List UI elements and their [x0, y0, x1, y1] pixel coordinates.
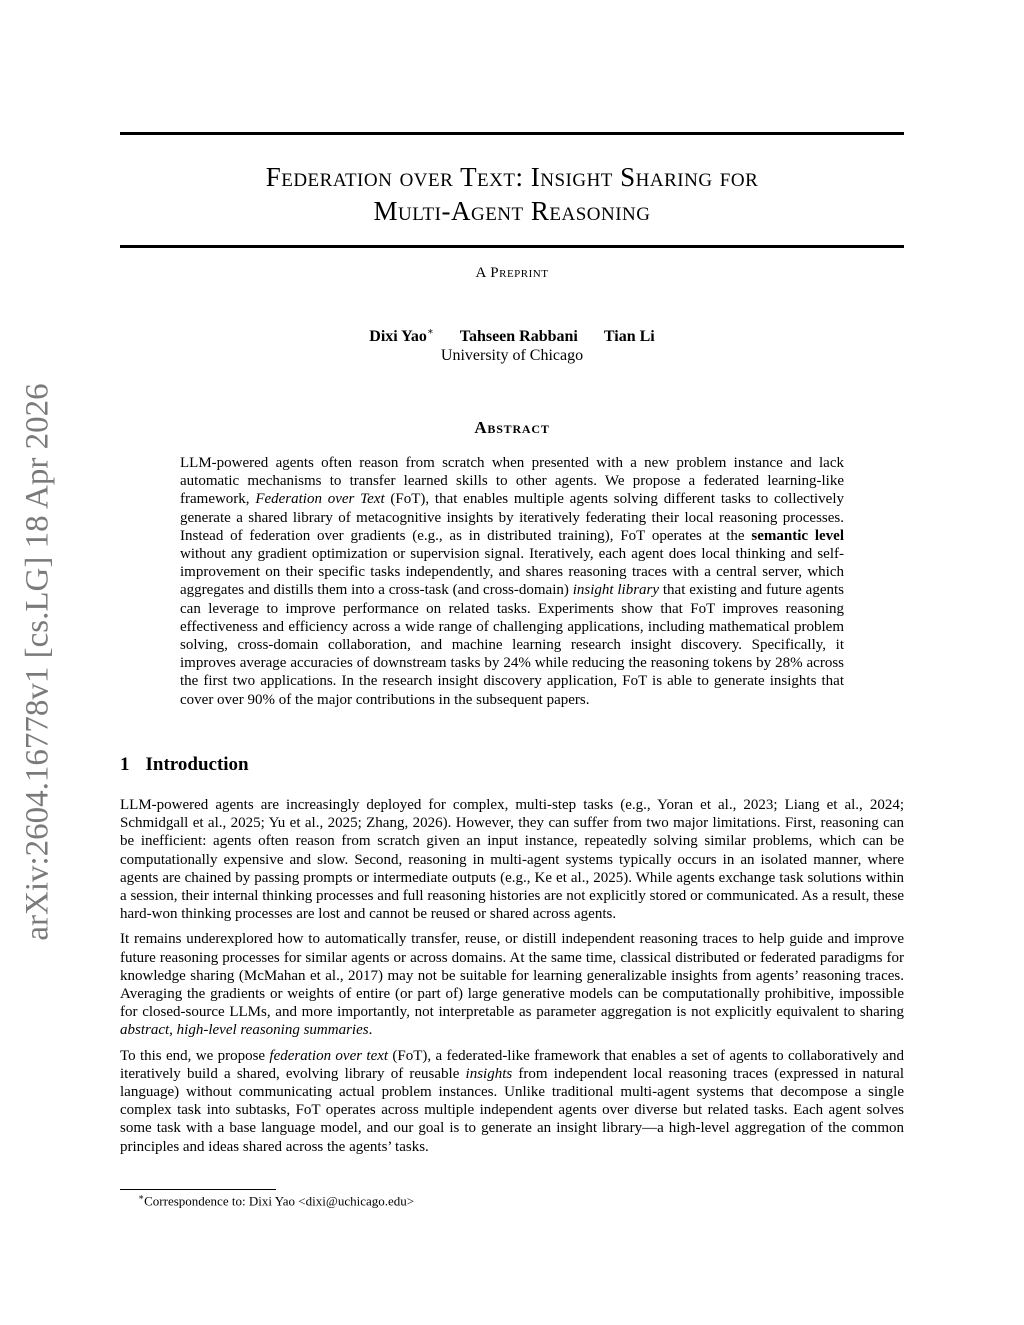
footnote-mark: ∗	[138, 1192, 145, 1202]
arxiv-identifier[interactable]: arXiv:2604.16778v1 [cs.LG] 18 Apr 2026	[19, 383, 56, 941]
author	[369, 328, 433, 345]
paragraph-1: LLM-powered agents are increasingly deployed for complex, multi-step tasks (e.g., Yoran et al., 2023; Liang et al., 2024; Schmidgall et al., 2025; Yu et al., 2025; Zhang, 2026). However, they can suffer from two major limitations. First, reasoning can be inefficient: agents often reason from scratch given an input instance, repeatedly solving similar problems, which can be computationally expensive and slow. Second, reasoning in multi-agent systems typically occurs in an isolated manner, where agents are chained by passing prompts or intermediate outputs (e.g., Ke et al., 2025). While agents exchange task solutions within a session, their internal thinking processes and full reasoning histories are not explicitly stored or communicated. As a result, these hard-won thinking processes are lost and cannot be reused or shared across agents.	[120, 797, 904, 923]
abstract-strong-1: semantic level	[751, 527, 844, 544]
paragraph-3-emphasis-1: federation over text	[269, 1047, 389, 1064]
author-name: Tahseen Rabbani	[459, 328, 578, 346]
preprint-label: A Preprint	[475, 265, 549, 281]
section-number: 1	[120, 754, 130, 775]
paragraph-3-text-b: (FoT), a federated-like framework that enables a set of agents to collaboratively and iteratively build a shared, evolving library of reusable	[120, 1047, 904, 1082]
author-name: Dixi Yao	[369, 328, 427, 346]
paragraph-2-text: It remains underexplored how to automatically transfer, reuse, or distill independent reasoning traces to help guide and improve future reasoning processes for similar agents or across domains. At the same time, classical distributed or federated paradigms for knowledge sharing (McMahan et al., 2017) may not be suitable for learning generalizable insights from agents’ reasoning traces. Averaging the gradients or weights of entire (or part of) large generative models can be computationally prohibitive, impossible for closed-source LLMs, and more importantly, not interpretable as parameter aggregation is not explicitly equivalent to sharing	[120, 931, 904, 1021]
section-title: Introduction	[145, 754, 249, 775]
affiliation: University of Chicago	[440, 347, 584, 364]
paragraph-3-text-c: from independent local reasoning traces (expressed in natural language) without communicating actual problem instances. Unlike traditional multi-agent systems that decompose a single complex task into subtasks, FoT operates across multiple independent agents over diverse but related tasks. Each agent solves some task with a base language model, and our goal is to generate an insight library—a high-level aggregation of the common principles and ideas shared across the agents’ tasks.	[120, 1065, 904, 1155]
paragraph-2-end: .	[368, 1022, 373, 1039]
section-heading-introduction	[120, 754, 249, 776]
paragraph-2	[120, 930, 904, 1039]
author	[604, 328, 655, 345]
footnote-rule	[120, 1189, 276, 1190]
footnote-text[interactable]: Correspondence to: Dixi Yao <dixi@uchicago.edu>	[144, 1193, 415, 1209]
title-bottom-rule	[120, 245, 904, 248]
introduction-body	[120, 796, 904, 1163]
author-list	[120, 327, 904, 346]
footnote-mark[interactable]: ∗	[426, 327, 434, 338]
footnote	[138, 1192, 414, 1209]
abstract-emphasis-2: insight library	[572, 582, 660, 599]
author-name: Tian Li	[603, 328, 655, 346]
paragraph-3	[120, 1047, 904, 1156]
paragraph-2-emphasis: abstract, high-level reasoning summaries	[120, 1022, 369, 1039]
paragraph-3-text-a: To this end, we propose	[120, 1047, 270, 1064]
abstract-body	[180, 454, 844, 709]
abstract-text-1: LLM-powered agents often reason from scratch when presented with a new problem instance and lack automatic mechanisms to transfer learned skills to other agents. We propose a federated learning-like framework,	[180, 455, 844, 508]
title-top-rule	[120, 132, 904, 135]
abstract-heading: Abstract	[474, 418, 550, 437]
author	[460, 328, 578, 345]
paper-title	[120, 160, 904, 228]
abstract-text-3: without any gradient optimization or supervision signal. Iteratively, each agent does local thinking and self-improvement on their specific tasks independently, and shares reasoning traces with a central server, which aggregates and distills them into a cross-task (and cross-domain)	[180, 546, 844, 599]
title-line-1: Federation over Text: Insight Sharing for	[265, 162, 759, 192]
title-line-2: Multi-Agent Reasoning	[373, 196, 651, 226]
paragraph-3-emphasis-2: insights	[465, 1065, 513, 1082]
abstract-text-4: that existing and future agents can leverage to improve performance on related tasks. Experiments show that FoT improves reasoning effectiveness and efficiency across a wide range of challenging applications, including mathematical problem solving, cross-domain collaboration, and machine learning research insight discovery. Specifically, it improves average accuracies of downstream tasks by 24% while reducing the reasoning tokens by 28% across the first two applications. In the research insight discovery application, FoT is able to generate insights that cover over 90% of the major contributions in the subsequent papers.	[180, 582, 844, 708]
abstract-text-2: (FoT), that enables multiple agents solving different tasks to collectively generate a shared library of metacognitive insights by iteratively federating their local reasoning processes. Instead of federation over gradients (e.g., as in distributed training), FoT operates at the	[180, 491, 844, 544]
abstract-emphasis-1: Federation over Text	[255, 491, 385, 508]
